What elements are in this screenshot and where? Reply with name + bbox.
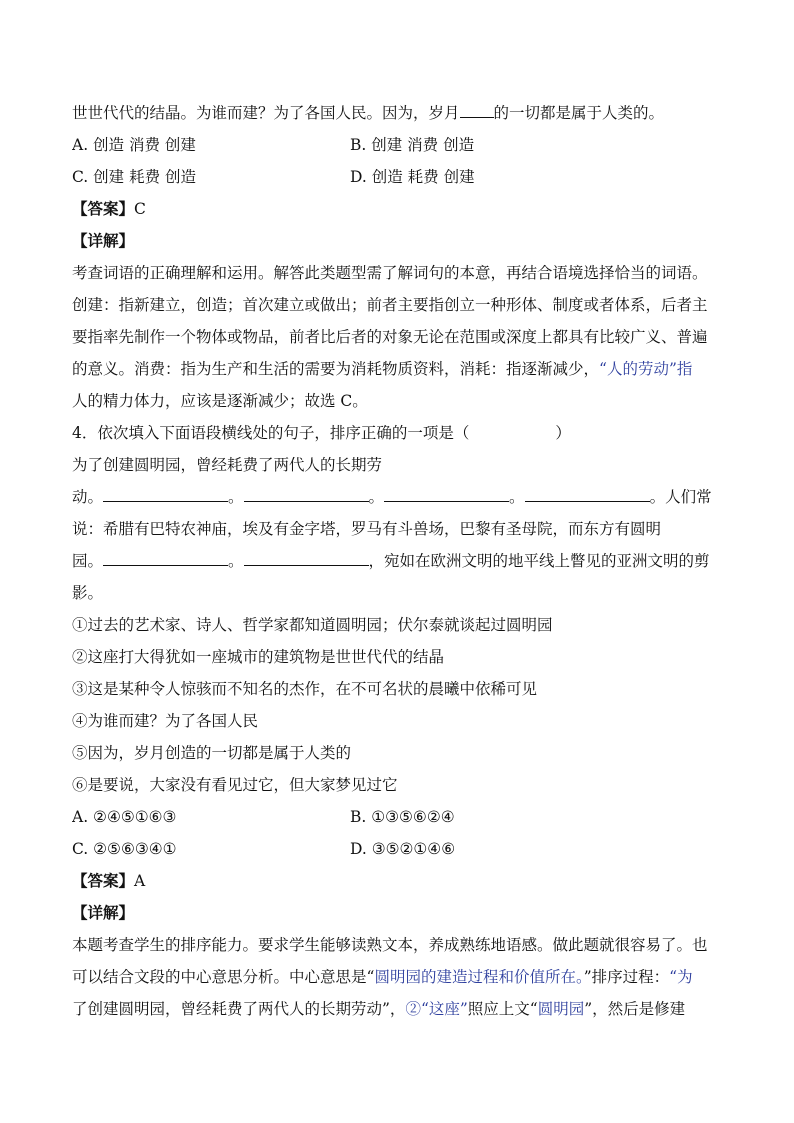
q3-stem-tail: 世世代代的结晶。为谁而建？为了各国人民。因为，岁月 的一切都是属于人类的。 (72, 97, 732, 129)
q4-options-row-2 (72, 833, 732, 865)
q4-explanation-line: 了创建圆明园，曾经耗费了两代人的长期劳动”，②“这座”照应上文“圆明园”，然后是修建 (72, 1000, 686, 1018)
fill-blank-1 (103, 481, 228, 502)
q3-option-d: D. 创造 耗费 创建 (350, 168, 475, 186)
q4-sentence-3: ③这是某种令人惊骇而不知名的杰作，在不可名状的晨曦中依稀可见 (72, 680, 538, 698)
q3-option-c: C. 创建 耗费 创造 (72, 168, 197, 186)
q3-explanation-line: 考查词语的正确理解和运用。解答此类题型需了解词句的本意，再结合语境选择恰当的词语。 (72, 264, 708, 282)
q4-stem: 4．依次填入下面语段横线处的句子，排序正确的一项是（ ） (72, 424, 571, 442)
q4-sentence-6: ⑥是要说，大家没有看见过它，但大家梦见过它 (72, 776, 398, 794)
fill-blank-6 (244, 545, 369, 566)
q3-detail-label: 【详解】 (72, 231, 135, 250)
highlighted-text: 圆明园 (537, 1000, 585, 1018)
q4-options-row-1 (72, 801, 732, 833)
answer-label: 【答案】 (72, 199, 135, 218)
highlighted-text: ②“这座” (405, 1000, 468, 1018)
q4-passage-line: 园。 。 ，宛如在欧洲文明的地平线上瞥见的亚洲文明的剪 (72, 545, 732, 577)
q4-passage-line: 影。 (72, 584, 104, 602)
document-content (72, 97, 732, 1025)
q3-option-a: A. 创造 消费 创建 (72, 136, 196, 154)
q3-options-row-1 (72, 129, 732, 161)
q4-option-d: D. ③⑤②①④⑥ (350, 840, 456, 858)
q3-explanation-line: 人的精力体力，应该是逐渐减少；故选 C。 (72, 392, 368, 410)
q4-sentence-1: ①过去的艺术家、诗人、哲学家都知道圆明园；伏尔泰就谈起过圆明园 (72, 616, 553, 634)
q4-passage-line: 动。 。 。 。 。人们常 (72, 481, 732, 513)
q3-option-b: B. 创建 消费 创造 (350, 136, 475, 154)
q4-sentence-4: ④为谁而建？为了各国人民 (72, 712, 259, 730)
q3-explanation-line: 创建：指新建立，创造；首次建立或做出；前者主要指创立一种形体、制度或者体系，后者主 (72, 296, 708, 314)
highlighted-text: “为 (669, 968, 693, 986)
answer-label: 【答案】 (72, 871, 135, 890)
answer-blank (460, 97, 494, 118)
q4-answer (72, 865, 732, 897)
highlighted-text: “人的劳动”指 (599, 360, 693, 378)
q4-option-a: A. ②④⑤①⑥③ (72, 808, 177, 826)
fill-blank-3 (384, 481, 509, 502)
q4-detail-label: 【详解】 (72, 903, 135, 922)
fill-blank-2 (244, 481, 369, 502)
highlighted-text: 圆明园的建造过程和价值所在。 (374, 968, 584, 986)
q4-option-b: B. ①③⑤⑥②④ (350, 808, 455, 826)
q4-sentence-5: ⑤因为，岁月创造的一切都是属于人类的 (72, 744, 352, 762)
q4-sentence-2: ②这座打大得犹如一座城市的建筑物是世世代代的结晶 (72, 648, 445, 666)
q4-passage-line: 为了创建圆明园，曾经耗费了两代人的长期劳 (72, 456, 383, 474)
q4-passage-line: 说：希腊有巴特农神庙，埃及有金字塔，罗马有斗兽场，巴黎有圣母院，而东方有圆明 (72, 520, 662, 538)
q3-options-row-2 (72, 161, 732, 193)
q3-explanation-line: 要指率先制作一个物体或物品，前者比后者的对象无论在范围或深度上都具有比较广义、普遍 (72, 328, 708, 346)
fill-blank-5 (103, 545, 228, 566)
q4-explanation-line: 本题考查学生的排序能力。要求学生能够读熟文本，养成熟练地语感。做此题就很容易了。也 (72, 936, 708, 954)
fill-blank-4 (525, 481, 650, 502)
q4-explanation-line: 可以结合文段的中心意思分析。中心意思是“圆明园的建造过程和价值所在。”排序过程：“为 (72, 968, 693, 986)
q3-explanation-line: 的意义。消费：指为生产和生活的需要为消耗物质资料，消耗：指逐渐减少，“人的劳动”指 (72, 360, 693, 378)
answer-value: A (134, 872, 146, 890)
q4-option-c: C. ②⑤⑥③④① (72, 840, 177, 858)
answer-value: C (134, 200, 146, 218)
q3-answer (72, 193, 732, 225)
